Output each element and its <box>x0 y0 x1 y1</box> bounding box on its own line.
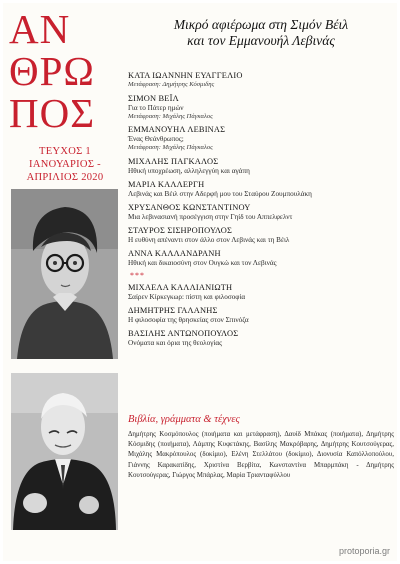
toc-article-title: Ηθική και δικαιοσύνη στον Ουγκώ και τον Λεβινάς <box>128 258 277 267</box>
toc-entry <box>128 203 396 222</box>
journal-cover <box>3 3 397 561</box>
toc-author: ΣΙΜΟΝ ΒΕΪΛ <box>128 93 179 103</box>
toc-entry <box>128 125 396 153</box>
toc-entry <box>128 329 396 348</box>
issue-months-1: ΙΑΝΟΥΑΡΙΟΣ - <box>29 159 101 170</box>
toc-author: ΒΑΣΙΛΗΣ ΑΝΤΩΝΟΠΟΥΛΟΣ <box>128 328 239 338</box>
masthead-line-1: ΑΝ <box>9 6 71 52</box>
toc-author: ΜΙΧΑΛΗΣ ΠΑΓΚΑΛΟΣ <box>128 156 219 166</box>
toc-article-title: Μια λεβινασιανή προσέγγιση στην Γηίδ του Αππελφελντ <box>128 212 293 221</box>
toc-entry <box>128 249 396 268</box>
toc-translator: Μετάφραση: Μιχάλης Πάγκαλος <box>128 112 213 120</box>
issue-months-2: ΑΠΡΙΛΙΟΣ 2020 <box>26 172 104 183</box>
toc-entry <box>128 157 396 176</box>
toc-article-title: Ηθική υποχρέωση, αλληλεγγύη και αγάπη <box>128 166 250 175</box>
toc-translator: Μετάφραση: Δημήτρης Κόσμιδης <box>128 81 215 88</box>
toc-author: ΔΗΜΗΤΡΗΣ ΓΑΛΑΝΗΣ <box>128 305 218 315</box>
toc-article-title: Η φιλοσοφία της θρησκείας στον Σπινόζα <box>128 315 249 324</box>
toc-translator: Μετάφραση: Μιχάλης Πάγκαλος <box>128 144 213 151</box>
toc-entry <box>128 226 396 245</box>
issue-number: ΤΕΥΧΟΣ 1 <box>39 146 91 157</box>
headline-line-2: και τον Εμμανουήλ Λεβινάς <box>187 33 335 48</box>
books-section-title: Βιβλία, γράμματα & τέχνες <box>128 414 240 425</box>
books-section-contributors: Δημήτρης Κοσμόπουλος (ποιήματα και μετάφραση), Δαυίδ Μπάκας (ποιήματα), Δημήτρης Κόσμιδης (ποιήματα), Λάμπης Κυφετάκης, Βασίλης Μακρόβαρης, Δημήτρης Κουτσούγερας, Μιχάλης Μακρόπουλος (δοκίμιο), Ελένη Στελλάτου (δοκίμιο), Διονυσία Καπόλλοπούλου, Γιάννης Καρακατίδης, Χριστίνα Βερβίτα, Κωνσταντίνα Μπαρμπάκη - Δημήτρης Κουτσούγερας, Γιώργος Μπάρλας, Μαρία Τριανταφύλλου <box>128 431 394 479</box>
toc-article-title: Ένας Θεάνθρωπος; <box>128 135 184 143</box>
portrait-photo-woman <box>11 189 118 359</box>
toc-entry <box>128 71 396 90</box>
toc-author: ΚΑΤΑ ΙΩΑΝΝΗΝ ΕΥΑΓΓΕΛΙΟ <box>128 71 243 80</box>
table-of-contents <box>128 71 396 352</box>
toc-article-title: Για το Πάτερ ημών <box>128 103 184 112</box>
toc-author: ΜΙΧΑΕΛΑ ΚΑΛΛΙΑΝΙΩΤΗ <box>128 282 233 292</box>
masthead-line-2: ΘΡΩ <box>9 48 95 94</box>
toc-entry <box>128 180 396 199</box>
watermark: protoporia.gr <box>338 546 390 556</box>
toc-article-title: Λεβινάς και Βέιλ στην Αδερφή μου του Σταύρου Ζουμπουλάκη <box>128 189 312 198</box>
masthead-line-3: ΠΟΣ <box>9 90 96 136</box>
toc-author: ΣΤΑΥΡΟΣ ΣΙΣΗΡΟΠΟΥΛΟΣ <box>128 225 233 235</box>
toc-author: ΧΡΥΣΑΝΘΟΣ ΚΩΝΣΤΑΝΤΙΝΟΥ <box>128 202 251 212</box>
toc-entry <box>128 283 396 302</box>
portrait-photo-man <box>11 373 118 530</box>
toc-article-title: Ονόματα και όρια της θεολογίας <box>128 338 222 347</box>
headline-line-1: Μικρό αφιέρωμα στη Σιμόν Βέιλ <box>173 17 349 32</box>
toc-article-title: Η ευθύνη απέναντι στον άλλο στον Λεβινάς και τη Βέιλ <box>128 235 290 244</box>
toc-author: ΜΑΡΙΑ ΚΑΛΛΕΡΓΗ <box>128 179 205 189</box>
toc-entry <box>128 306 396 325</box>
toc-author: ΕΜΜΑΝΟΥΗΛ ΛΕΒΙΝΑΣ <box>128 125 226 134</box>
section-separator: *** <box>130 270 145 280</box>
toc-author: ΑΝΝΑ ΚΑΛΛΑΝΔΡΑΝΗ <box>128 248 221 258</box>
toc-entry <box>128 94 396 122</box>
toc-article-title: Σαίρεν Κίρκεγκωρ: πίστη και φιλοσοφία <box>128 292 246 301</box>
